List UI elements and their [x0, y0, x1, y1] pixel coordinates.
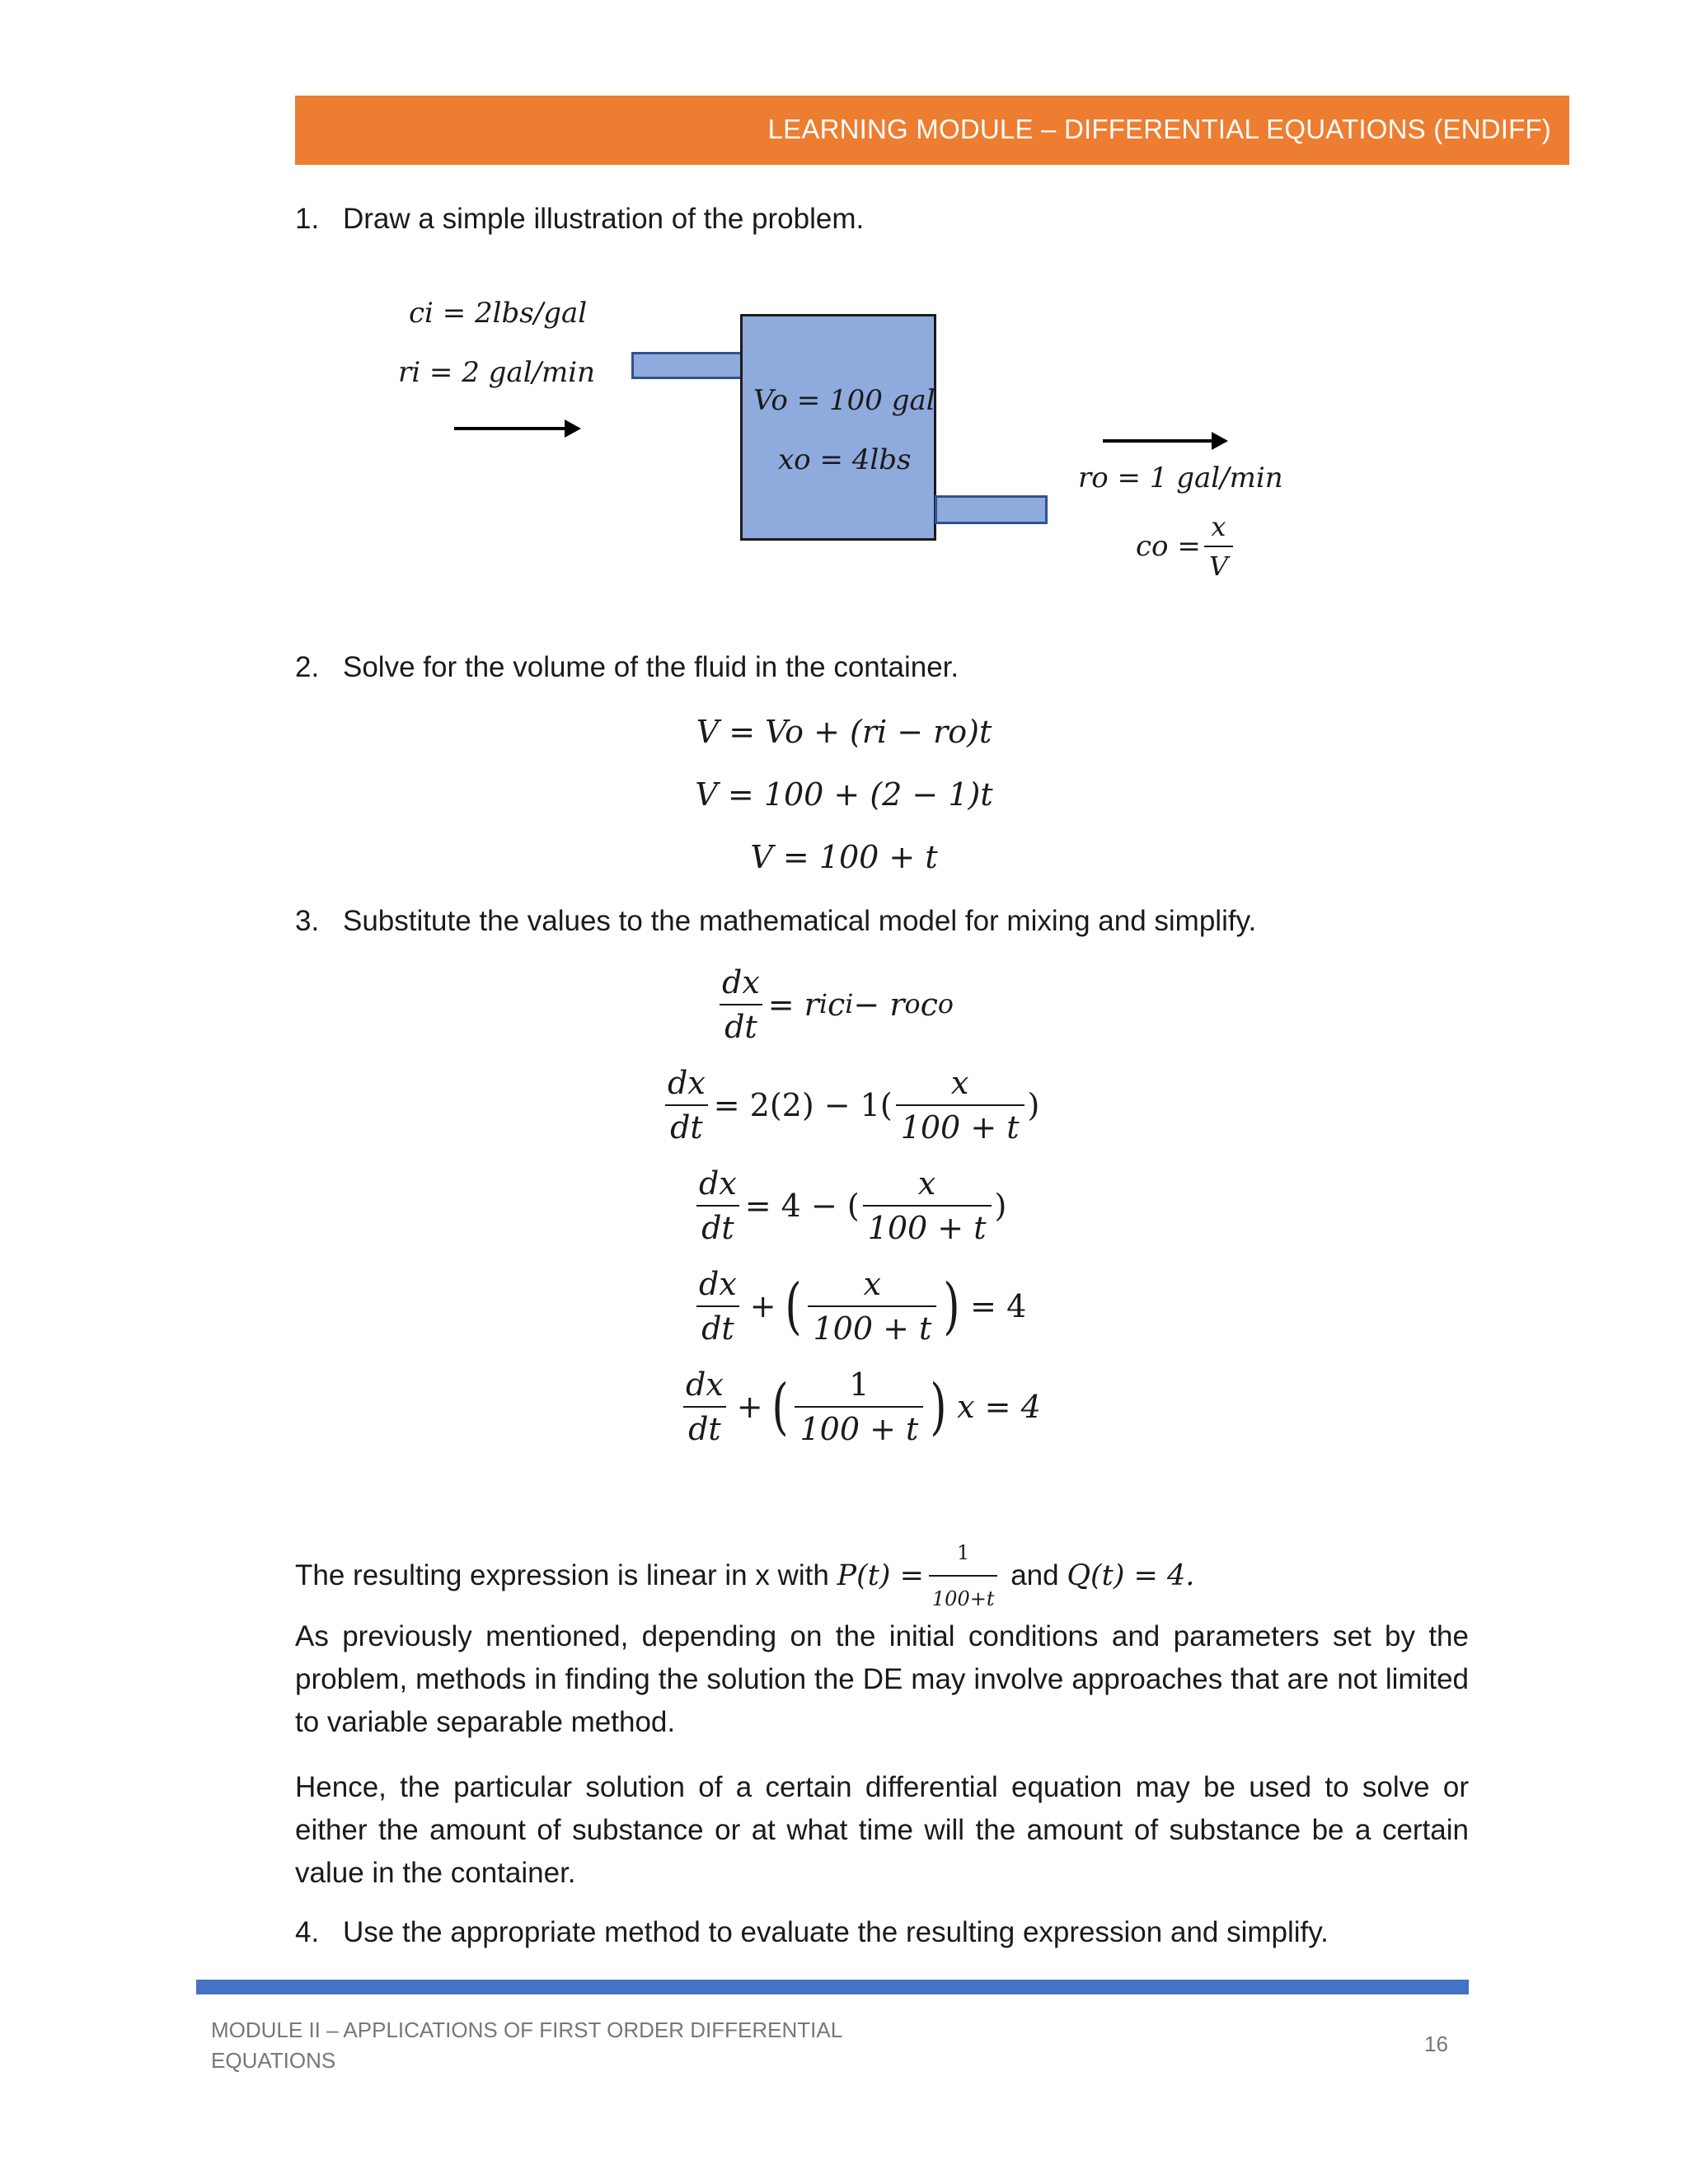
linear-statement: The resulting expression is linear in x with P(t) = $\frac{1}{100+t}$ and Q(t) = 4 . [295, 1531, 1531, 1620]
outflow-concentration-label [1136, 511, 1236, 582]
header-bar [295, 96, 1569, 165]
footer-module-title: MODULE II – APPLICATIONS OF FIRST ORDER DIFFERENTIAL EQUATIONS [211, 2018, 842, 2073]
volume-equation-1: V = Vo + (ri − ro)t [696, 714, 992, 750]
co-lhs: co = [1136, 530, 1201, 563]
derivative-fraction: $\frac{dx}{dt}$ [663, 1065, 710, 1146]
co-denominator: V [1204, 546, 1233, 582]
co-fraction [1204, 511, 1233, 582]
right-paren: ) [943, 1271, 960, 1342]
model-equation-1: $\frac{dx}{dt}$ = r i c i − r o c o [714, 964, 954, 1045]
step-number: 3. [295, 905, 320, 937]
inflow-arrow-icon [454, 427, 578, 430]
derivative-fraction: $\frac{dx}{dt}$ [681, 1366, 729, 1447]
outflow-arrow-icon [1103, 439, 1225, 443]
coefficient-fraction: $\frac{1}{100 + t}$ [795, 1366, 923, 1447]
model-equation-2: $\frac{dx}{dt}$ = 2(2) − 1( $\frac{x}{100 + t}$ ) [659, 1065, 1039, 1146]
inlet-pipe [631, 352, 743, 379]
left-paren: ( [771, 1371, 789, 1442]
concentration-fraction: $\frac{x}{100 + t}$ [896, 1065, 1025, 1146]
step-text: Solve for the volume of the fluid in the container. [343, 651, 959, 683]
concentration-fraction: $\frac{x}{100 + t}$ [808, 1266, 936, 1347]
derivative-fraction: $\frac{dx}{dt}$ [694, 1165, 742, 1246]
derivative-fraction: $\frac{dx}{dt}$ [694, 1266, 742, 1347]
step-1 [295, 203, 864, 236]
step-3 [295, 905, 1256, 938]
step-4 [295, 1916, 1329, 1949]
paragraph-methods: As previously mentioned, depending on the initial conditions and parameters set by the problem, methods in finding the solution the DE may involve approaches that are not limited to variable separable method. [295, 1620, 1469, 1738]
inflow-rate-label: ri = 2 gal/min [398, 356, 596, 389]
model-equation-4: $\frac{dx}{dt}$ + ( $\frac{x}{100 + t}$ ) = 4 [691, 1266, 1026, 1347]
outlet-pipe [935, 495, 1048, 524]
model-equation-3: $\frac{dx}{dt}$ = 4 − ( $\frac{x}{100 + t}$ ) [691, 1165, 1006, 1246]
tank [740, 314, 936, 541]
volume-equation-3: V = 100 + t [750, 839, 938, 875]
paragraph-particular-solution: Hence, the particular solution of a certain differential equation may be used to solve or either the amount of substance or at what time will the amount of substance be a certain value in the container. [295, 1771, 1469, 1889]
left-paren: ( [784, 1271, 802, 1342]
step-number: 4. [295, 1916, 320, 1948]
co-numerator: x [1211, 511, 1226, 542]
footer-rule [196, 1980, 1469, 1994]
inflow-concentration-label: ci = 2lbs/gal [409, 297, 588, 330]
step-number: 1. [295, 203, 320, 235]
model-equation-5: $\frac{dx}{dt}$ + ( $\frac{1}{100 + t}$ ) x = 4 [678, 1366, 1041, 1447]
step-2 [295, 651, 959, 684]
step-text: Draw a simple illustration of the problem. [343, 203, 865, 235]
p-fraction: $\frac{1}{100+t}$ [929, 1531, 998, 1620]
derivative-fraction: $\frac{dx}{dt}$ [717, 964, 765, 1045]
page-number: 16 [1424, 2032, 1448, 2056]
step-number: 2. [295, 651, 320, 683]
initial-volume-label: Vo = 100 gal [753, 384, 935, 417]
initial-amount-label: xo = 4lbs [778, 443, 912, 476]
step-text: Substitute the values to the mathematical model for mixing and simplify. [343, 905, 1257, 937]
header-title: LEARNING MODULE – DIFFERENTIAL EQUATIONS (ENDIFF) [767, 114, 1551, 144]
concentration-fraction: $\frac{x}{100 + t}$ [863, 1165, 992, 1246]
volume-equation-2: V = 100 + (2 − 1)t [695, 776, 993, 813]
step-text: Use the appropriate method to evaluate the resulting expression and simplify. [343, 1916, 1329, 1948]
outflow-rate-label: ro = 1 gal/min [1078, 462, 1283, 494]
right-paren: ) [930, 1371, 947, 1442]
